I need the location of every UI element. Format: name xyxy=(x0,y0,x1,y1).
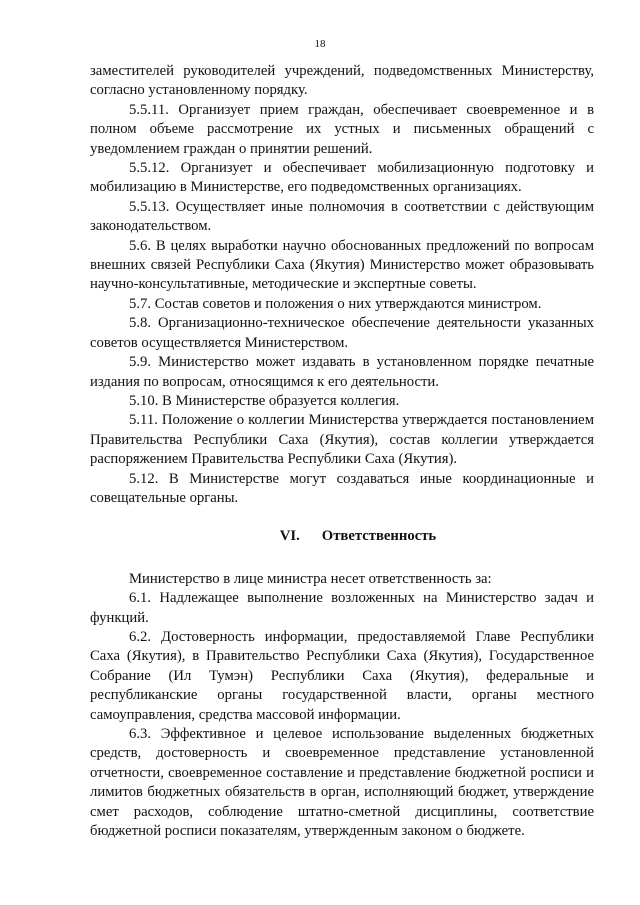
section-number: VI. xyxy=(279,528,300,545)
section-heading xyxy=(90,527,594,546)
section-title: Ответственность xyxy=(321,528,437,545)
paragraph: 5.5.13. Осуществляет иные полномочия в соответствии с действующим законодательством. xyxy=(90,198,594,235)
paragraph: 5.5.11. Организует прием граждан, обеспечивает своевременное и в полном объеме рассмотрение их устных и письменных обращений с уведомлением граждан о принятии решений. xyxy=(90,101,594,157)
paragraph: 5.5.12. Организует и обеспечивает мобилизационную подготовку и мобилизацию в Министерстве, его подведомственных организациях. xyxy=(90,160,594,196)
paragraph: 5.7. Состав советов и положения о них утверждаются министром. xyxy=(129,295,542,312)
paragraph: 6.3. Эффективное и целевое использование выделенных бюджетных средств, достоверность и своевременное представление установленной отчетности, своевременное составление и представление бюджетной росписи и лимитов бюджетных обязательств в орган, исполняющий бюджет, утверждение смет расходов, соблюдение штатно-сметной дисциплины, соответствие бюджетной росписи показателям, утвержденным законом о бюджете. xyxy=(90,726,594,840)
paragraphs-after xyxy=(90,570,594,842)
paragraph: 6.2. Достоверность информации, предоставляемой Главе Республики Саха (Якутия), в Правительство Республики Саха (Якутия), Государственное Собрание (Ил Тумэн) Республики Саха (Якутия), федеральные и республиканские органы государственной власти, органы местного самоуправления, средства массовой информации. xyxy=(90,628,594,723)
paragraph: 5.9. Министерство может издавать в установленном порядке печатные издания по вопросам, относящимся к его деятельности. xyxy=(90,354,594,390)
page-number: 18 xyxy=(314,38,326,50)
paragraph: 5.6. В целях выработки научно обоснованных предложений по вопросам внешних связей Республики Саха (Якутия) Министерство может образовывать научно-консультативные, методические и экспертные советы. xyxy=(90,237,594,293)
paragraph: 5.11. Положение о коллегии Министерства утверждается постановлением Правительства Республики Саха (Якутия), состав коллегии утверждается распоряжением Правительства Республики Саха (Якутия). xyxy=(90,412,594,468)
paragraph: 5.8. Организационно-техническое обеспечение деятельности указанных советов осуществляется Министерством. xyxy=(90,315,594,351)
document-body xyxy=(90,62,594,841)
paragraphs-before xyxy=(90,62,594,508)
paragraph: заместителей руководителей учреждений, подведомственных Министерству, согласно установленному порядку. xyxy=(90,63,594,99)
paragraph: Министерство в лице министра несет ответственность за: xyxy=(129,570,492,587)
paragraph: 6.1. Надлежащее выполнение возложенных на Министерство задач и функций. xyxy=(90,590,594,626)
paragraph: 5.12. В Министерстве могут создаваться иные координационные и совещательные органы. xyxy=(90,470,594,506)
paragraph: 5.10. В Министерстве образуется коллегия. xyxy=(129,392,400,409)
